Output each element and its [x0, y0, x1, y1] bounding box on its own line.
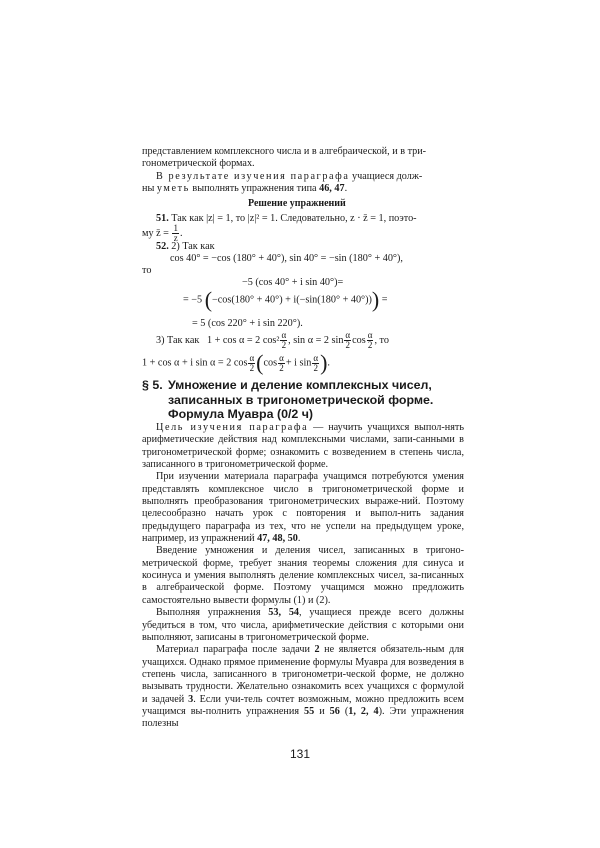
- paragraph-goal: [142, 422, 464, 471]
- ex3-line2-a: 1 + cos α + i sin α = 2 cos: [142, 357, 248, 369]
- result-mid: учащиеся долж-: [349, 170, 423, 182]
- p5-b: не является обязатель-ным для учащихся. Однако прямое применение формулы Муавра для возведения в степень числа, записанного в тригонометри-ческой форме, не должно вызывать трудности. Желательно ознакомить всех учащихся с формулой и задачей: [142, 644, 464, 705]
- ex3-eq-c: cos: [352, 334, 366, 346]
- exercise-52-text: 2) Так как: [171, 241, 215, 252]
- exercise-52-eq4: = 5 (cos 220° + i sin 220°).: [192, 318, 303, 329]
- frac-den: 2: [367, 340, 373, 350]
- exercise-52: [156, 241, 215, 252]
- eq3-body: −cos(180° + 40°) + i(−sin(180° + 40°)): [212, 294, 372, 306]
- solutions-title: Решение упражнений: [248, 198, 346, 209]
- result-end: .: [344, 183, 348, 195]
- paragraph-3: Введение умножения и деления чисел, записанных в тригоно-метрической форме, требует знания теоремы сложения для синуса и косинуса и умения выполнять деление комплексных чисел, за-писанных в алгебраической форме. Поэтому учащимся можно предложить самостоятельно вывести формулы (1) и (2).: [142, 545, 464, 606]
- page-number: 131: [289, 747, 311, 761]
- p4-a: Выполняя упражнения: [156, 607, 269, 619]
- exercise-51: [156, 213, 417, 224]
- exercise-51-end: .: [179, 227, 183, 239]
- section-title: Умножение и деление комплексных чисел, записанных в тригонометрической форме. Формула Муавра (0/2 ч): [168, 378, 434, 422]
- p5-bold-1: 2: [314, 644, 320, 656]
- exercise-52-eq1: cos 40° = −cos (180° + 40°), sin 40° = −sin (180° + 40°),: [170, 253, 403, 264]
- p5-bold-5: 1, 2, 4: [348, 705, 379, 717]
- body-text: [142, 422, 464, 731]
- ex3-line2-d: .: [327, 357, 330, 369]
- result-line2a: ны: [142, 183, 157, 195]
- frac-num: α: [367, 330, 373, 340]
- frac-alpha-2-d: [248, 354, 255, 373]
- result-spaced: В результате изучения параграфа: [156, 170, 350, 182]
- frac-alpha-2-f: [312, 354, 319, 373]
- p5-f: ). Эти упражнения полезны: [142, 705, 464, 730]
- right-paren: ): [371, 287, 380, 312]
- exercise-3-line1: [156, 331, 389, 350]
- intro-block: [142, 146, 464, 196]
- section-heading: [142, 378, 464, 422]
- exercise-52-label: 52.: [156, 241, 169, 252]
- paragraph-2: [142, 471, 464, 545]
- frac-den: 2: [281, 340, 287, 350]
- exercise-51-label: 51.: [156, 213, 169, 224]
- frac-num: α: [249, 352, 255, 363]
- exercise-52-eq2: −5 (cos 40° + i sin 40°)=: [242, 277, 344, 288]
- result-paragraph: [142, 171, 464, 196]
- p5-bold-2: 3: [188, 693, 194, 705]
- intro-line-1: представлением комплексного числа и в алгебраической, и в три-: [142, 146, 427, 157]
- to-word-1: то: [142, 265, 152, 276]
- frac-alpha-2-e: [278, 354, 285, 373]
- frac-den: 2: [345, 340, 351, 350]
- ex3-eq-b: , sin α = 2 sin: [288, 334, 344, 346]
- p5-d: и: [314, 705, 330, 717]
- ex3-eq-a: 1 + cos α = 2 cos²: [206, 334, 280, 346]
- p5-a: Материал параграфа после задачи: [156, 644, 315, 656]
- p4-bold: 53, 54: [268, 607, 299, 619]
- result-spaced-2: уметь: [156, 183, 190, 195]
- p4-b: , учащиеся прежде всего должны убедиться в том, что числа, арифметические действия с которыми они выполняют, записаны в тригонометрической форме.: [142, 607, 464, 643]
- frac-num: α: [313, 352, 319, 363]
- left-paren: (: [204, 287, 213, 312]
- exercise-51-cont-text: му z̄ =: [142, 227, 172, 239]
- frac-num: α: [345, 330, 351, 340]
- eq3-equals: =: [381, 294, 388, 306]
- p5-bold-4: 56: [329, 705, 340, 717]
- eq3-prefix: = −5: [183, 294, 203, 306]
- right-paren-2: ): [320, 350, 328, 375]
- ex3-eq-d: , то: [374, 334, 389, 346]
- frac-den: 2: [249, 362, 255, 373]
- p2-bold: 47, 48, 50: [257, 533, 298, 545]
- goal-rest: — научить учащихся выпол-нять арифметические действия над комплексными числами, запи-санными в тригонометрической форме; ознакомить с возведением в степень числа, записанного в тригонометрической форме.: [142, 422, 464, 471]
- frac-alpha-2-a: [280, 331, 287, 350]
- frac-alpha-2-b: [344, 331, 351, 350]
- p2-end: .: [297, 533, 301, 545]
- exercise-52-eq3: [183, 287, 388, 313]
- frac-den: 2: [313, 362, 318, 373]
- left-paren-2: (: [256, 350, 264, 375]
- goal-spaced: Цель изучения параграфа: [156, 422, 309, 433]
- frac-num: 1: [173, 223, 178, 233]
- frac-num: α: [281, 330, 287, 340]
- section-number: § 5.: [142, 378, 163, 392]
- ex3-line2-c: + i sin: [285, 357, 312, 369]
- intro-line-2: гонометрической формах.: [142, 158, 255, 170]
- ex3-line2-b: cos: [263, 357, 278, 369]
- frac-alpha-2-c: [367, 331, 374, 350]
- paragraph-5: [142, 644, 464, 730]
- p5-e: (: [339, 705, 349, 717]
- frac-den: z: [173, 233, 178, 243]
- paragraph-4: [142, 607, 464, 644]
- exercise-51-text: Так как |z| = 1, то |z|² = 1. Следовательно, z · z̄ = 1, поэто-: [171, 213, 417, 224]
- frac-num: α: [279, 352, 284, 363]
- result-bold: 46, 47: [319, 183, 345, 195]
- exercise-3-line2: [142, 350, 330, 376]
- frac-den: 2: [279, 362, 284, 373]
- ex3-label: 3) Так как: [156, 334, 200, 346]
- p5-c: . Если учи-тель сочтет возможным, можно предложить всем учащимся вы-полнить упражнения: [142, 693, 464, 717]
- p2-text: При изучении материала параграфа учащимся потребуются умения представлять комплексное число в тригонометрической форме и выполнять преобразования тригонометрических выраже-ний. Поэтому целесообразно начать урок с повторения и выпол-нить задания предыдущего параграфа из тех, что не успели на предыдущем уроке, например, из упражнений: [142, 471, 464, 545]
- result-line2b: выполнять упражнения типа: [189, 183, 320, 195]
- p5-bold-3: 55: [304, 705, 315, 717]
